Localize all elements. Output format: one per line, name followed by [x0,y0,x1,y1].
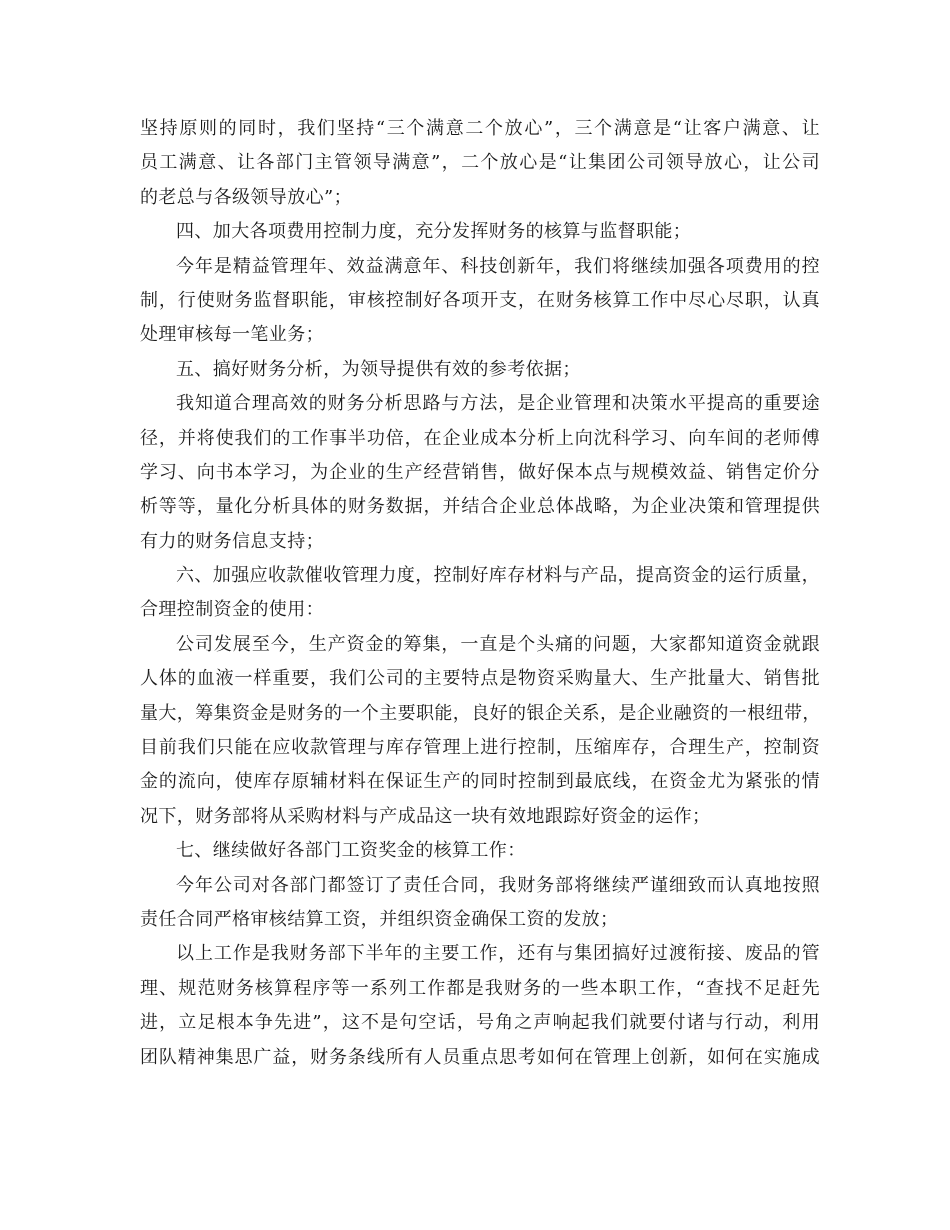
text-line: 制，行使财务监督职能，审核控制好各项开支，在财务核算工作中尽心尽职，认真 [140,289,820,311]
text-line: 坚持原则的同时，我们坚持“三个满意二个放心”，三个满意是“让客户满意、让 [140,118,820,139]
paragraph-first-line: 六、加强应收款催收管理力度，控制好库存材料与产品，提高资金的运行质量， [176,565,820,587]
text-line: 目前我们只能在应收款管理与库存管理上进行控制，压缩库存，合理生产，控制资 [140,737,820,759]
text-line: 学习、向书本学习，为企业的生产经营销售，做好保本点与规模效益、销售定价分 [140,461,820,483]
paragraph-first-line: 四、加大各项费用控制力度，充分发挥财务的核算与监督职能； [176,221,692,243]
paragraph-first-line: 今年是精益管理年、效益满意年、科技创新年，我们将继续加强各项费用的控 [176,255,820,277]
text-line: 有力的财务信息支持； [140,530,324,552]
text-line: 金的流向，使库存原辅材料在保证生产的同时控制到最底线，在资金尤为紧张的情 [140,771,820,793]
paragraph-first-line: 以上工作是我财务部下半年的主要工作，还有与集团搞好过渡衔接、废品的管 [176,943,820,965]
text-line: 合理控制资金的使用： [140,599,324,621]
text-line: 析等等，量化分析具体的财务数据，并结合企业总体战略，为企业决策和管理提供 [140,496,820,518]
text-line: 径，并将使我们的工作事半功倍，在企业成本分析上向沈科学习、向车间的老师傅 [140,427,820,449]
text-line: 况下，财务部将从采购材料与产成品这一块有效地跟踪好资金的运作； [140,805,711,827]
paragraph-first-line: 五、搞好财务分析，为领导提供有效的参考依据； [176,358,581,380]
document-body [140,112,820,1075]
text-line: 量大，筹集资金是财务的一个主要职能，良好的银企关系，是企业融资的一根纽带， [140,702,821,724]
text-line: 责任合同严格审核结算工资，并组织资金确保工资的发放； [140,908,619,930]
text-line: 的老总与各级领导放心”； [140,186,353,208]
paragraph-first-line: 我知道合理高效的财务分析思路与方法，是企业管理和决策水平提高的重要途 [176,393,820,415]
text-line: 人体的血液一样重要，我们公司的主要特点是物资采购量大、生产批量大、销售批 [140,668,820,690]
text-line: 处理审核每一笔业务； [140,324,324,346]
text-line: 理、规范财务核算程序等一系列工作都是我财务的一些本职工作，“查找不足赶先 [140,977,820,999]
text-line: 团队精神集思广益，财务条线所有人员重点思考如何在管理上创新，如何在实施成 [140,1046,820,1068]
text-line: 进，立足根本争先进”，这不是句空话，号角之声响起我们就要付诸与行动，利用 [140,1012,820,1034]
paragraph-first-line: 公司发展至今，生产资金的筹集，一直是个头痛的问题，大家都知道资金就跟 [176,633,820,655]
paragraph-first-line: 七、继续做好各部门工资奖金的核算工作： [176,840,526,862]
paragraph-first-line: 今年公司对各部门都签订了责任合同，我财务部将继续严谨细致而认真地按照 [176,874,820,896]
text-line: 员工满意、让各部门主管领导满意”，二个放心是“让集团公司领导放心，让公司 [140,152,820,174]
